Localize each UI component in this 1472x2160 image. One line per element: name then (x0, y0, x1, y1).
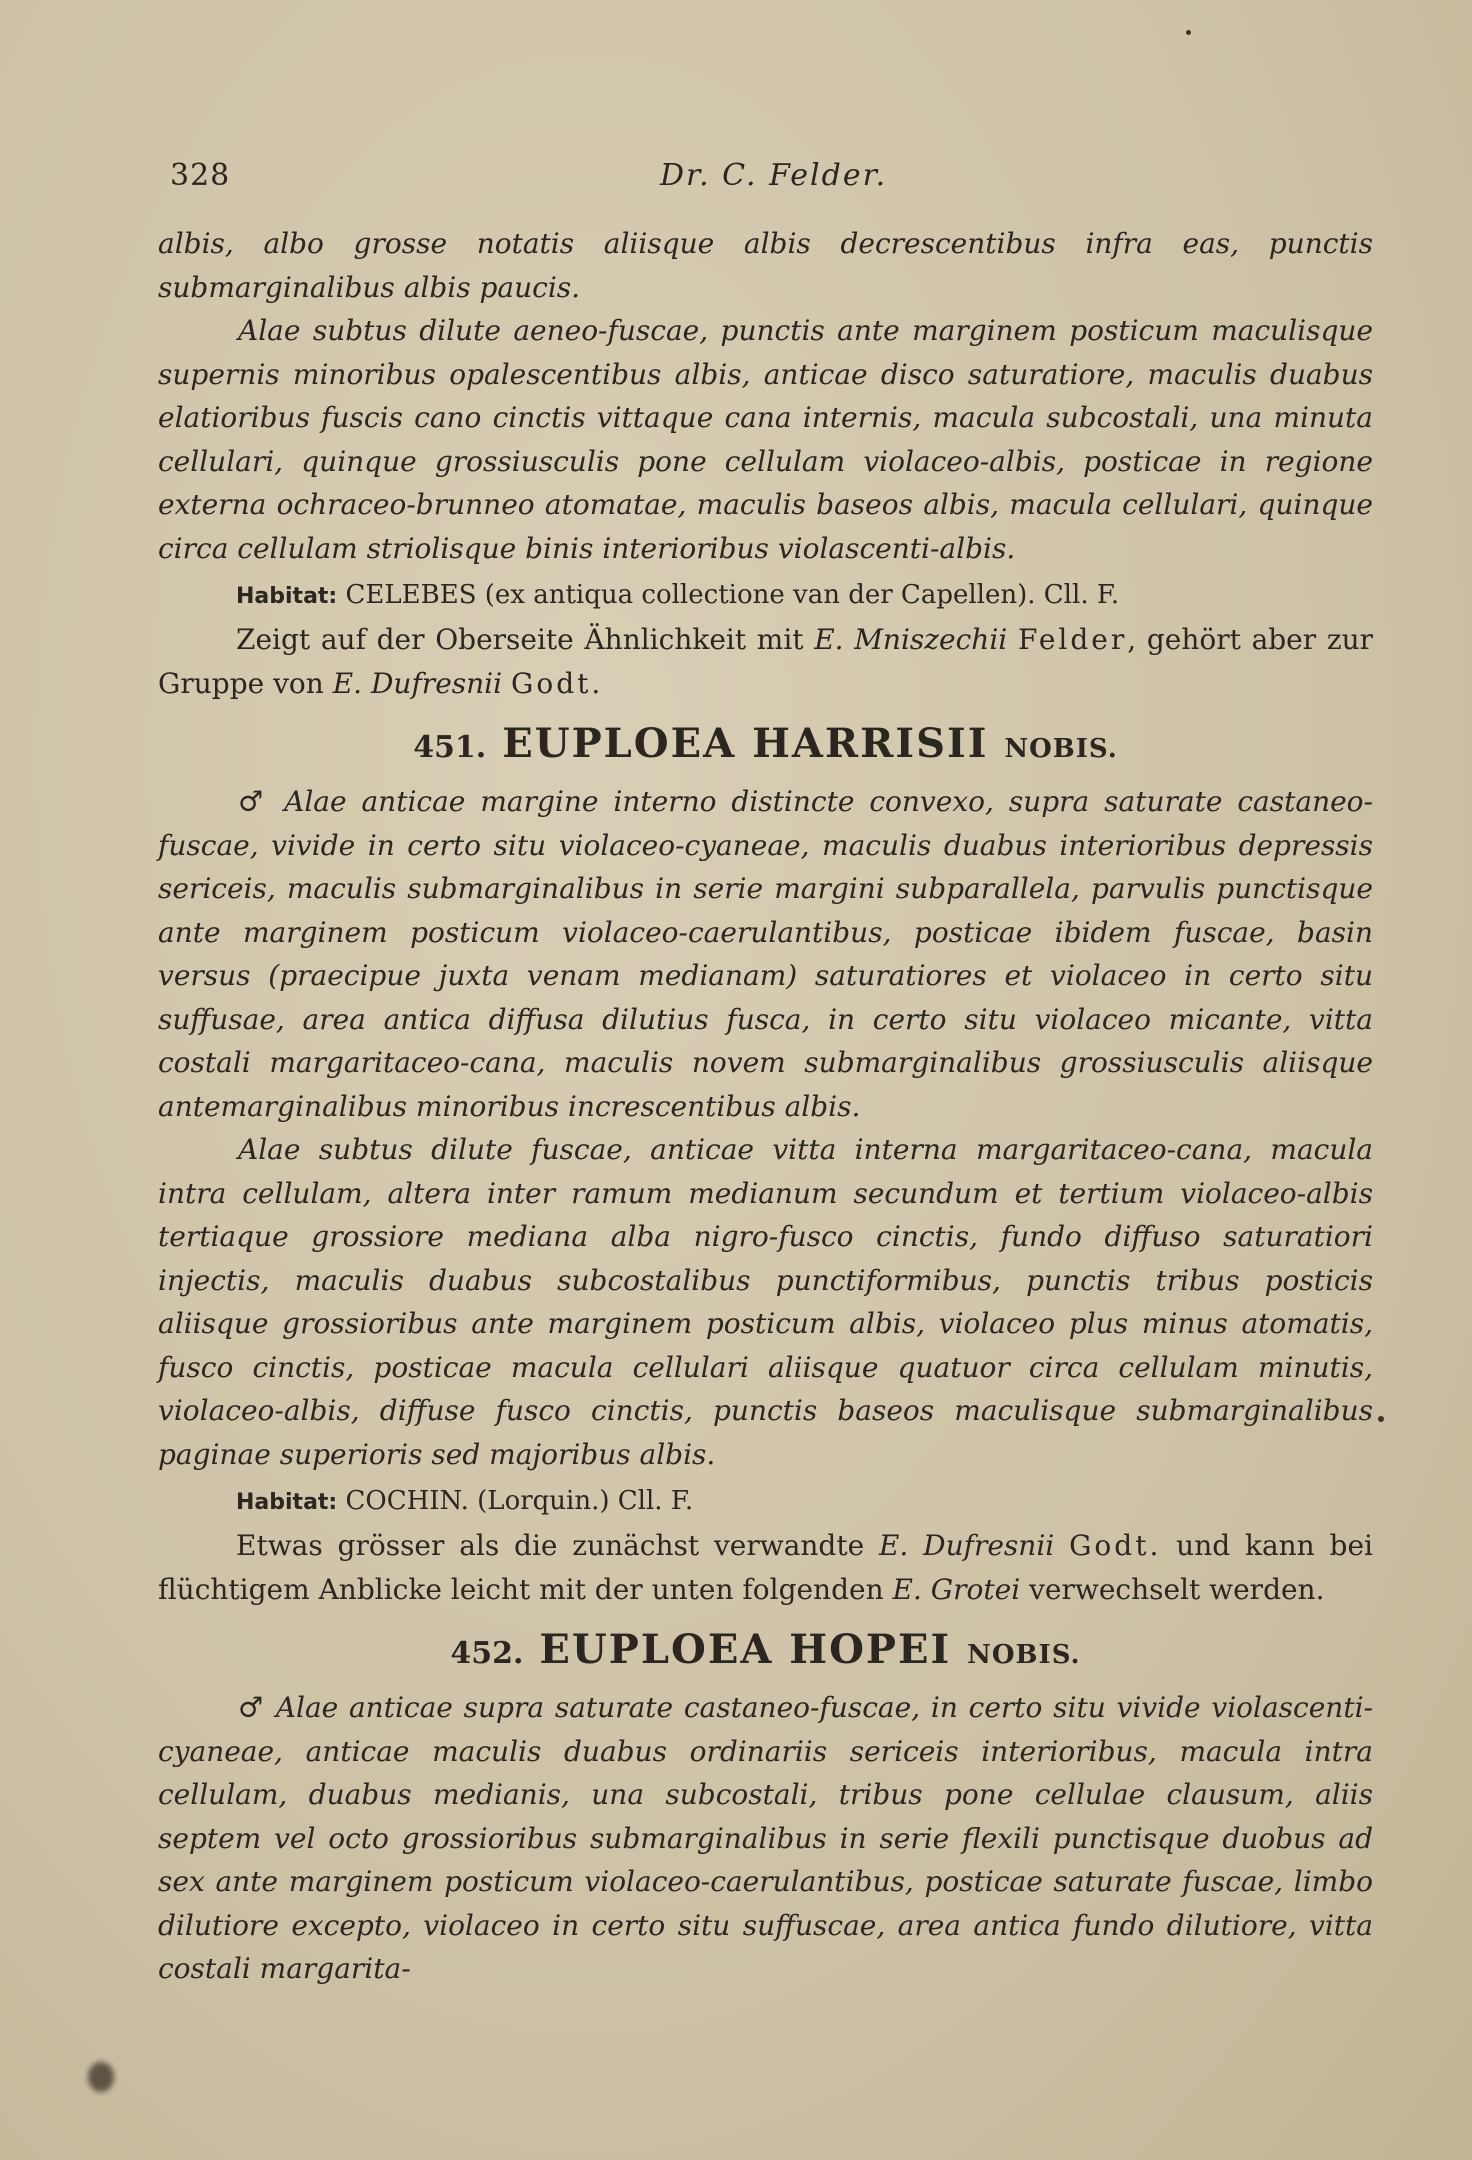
paragraph-harrisii-upperside: ♂ Alae anticae margine interno distincte convexo, supra saturate castaneo-fuscae, vivide in certo situ violaceo-cyaneae, maculis duabus interioribus depressis sericeis, maculis submarginalibus in serie margini subparallela, parvulis punctisque ante marginem posticum violaceo-caerulantibus, posticae ibidem fuscae, basin versus (praecipue juxta venam medianam) saturatiores et violaceo in certo situ suffusae, area antica diffusa dilutius fusca, in certo situ violaceo micante, vitta costali margaritaceo-cana, maculis novem submarginalibus grossiusculis aliisque antemarginalibus minoribus increscentibus albis. (158, 785, 1373, 1123)
habitat-line-cochin (158, 1480, 1373, 1524)
paragraph-underside-description: Alae subtus dilute aeneo-fuscae, punctis ante marginem posticum maculisque supernis minoribus opalescentibus albis, anticae disco saturatiore, maculis duabus elatioribus fuscis cano cinctis vittaque cana internis, macula subcostali, una minuta cellulari, quinque grossiusculis pone cellulam violaceo-albis, posticae in regione externa ochraceo-brunneo atomatae, maculis baseos albis, macula cellulari, quinque circa cellulam striolisque binis interioribus violascenti-albis. (158, 314, 1373, 565)
species-name: E. Dufresnii (332, 666, 503, 700)
note-text: . (591, 666, 601, 700)
species-name: E. Dufresnii (878, 1529, 1055, 1562)
note-paragraph-1 (158, 618, 1373, 705)
species-number: 451. (413, 730, 487, 765)
species-heading-452 (158, 1625, 1373, 1680)
habitat-label: Habitat: (236, 584, 338, 609)
main-text (158, 222, 1373, 1991)
note-text: Zeigt auf der Oberseite Ähnlichkeit mit (236, 623, 815, 656)
species-title: EUPLOEA HOPEI (539, 1626, 952, 1673)
habitat-text: COCHIN. (Lorquin.) Cll. F. (345, 1486, 694, 1516)
author-name: Godt. (1069, 1529, 1162, 1562)
species-authority: NOBIS. (967, 1640, 1081, 1670)
running-head: Dr. C. Felder. (660, 158, 888, 193)
ink-spot (1186, 30, 1191, 35)
species-heading-451 (158, 719, 1373, 774)
paragraph-harrisii-underside: Alae subtus dilute fuscae, anticae vitta interna margaritaceo-cana, macula intra cellulam, altera inter ramum medianum secundum et tertium violaceo-albis tertiaque grossiore mediana alba nigro-fusco cinctis, fundo diffuso saturatiori injectis, maculis duabus subcostalibus punctiformibus, punctis tribus posticis aliisque grossioribus ante marginem posticum albis, violaceo plus minus atomatis, fusco cinctis, posticae macula cellulari aliisque quatuor circa cellulam minutis, violaceo-albis, diffuse fusco cinctis, punctis baseos maculisque submarginalibus paginae superioris sed majoribus albis. (158, 1133, 1373, 1471)
author-name: Felder (1017, 623, 1128, 656)
note-text: verwechselt werden. (1020, 1572, 1325, 1606)
ink-spot (88, 2062, 114, 2092)
habitat-label: Habitat: (236, 1490, 338, 1515)
note-paragraph-2 (158, 1524, 1373, 1611)
species-name: E. Mniszechii (814, 623, 1008, 656)
page-header (170, 158, 1382, 198)
paragraph-continuation: albis, albo grosse notatis aliisque albis decrescentibus infra eas, punctis submarginalibus albis paucis. (158, 227, 1373, 304)
habitat-text: CELEBES (ex antiqua collectione van der Capellen). Cll. F. (345, 580, 1120, 610)
species-authority: NOBIS. (1004, 734, 1118, 764)
species-title: EUPLOEA HARRISII (502, 720, 989, 767)
author-name: Godt (510, 666, 592, 700)
note-text: , gehört aber zur Gruppe von (158, 623, 1374, 700)
page-number: 328 (170, 158, 231, 193)
note-text: Etwas grösser als die zunächst verwandte (236, 1529, 879, 1562)
note-text: und kann bei flüchtigem Anblicke leicht mit der unten folgenden (158, 1529, 1373, 1606)
habitat-line-celebes (158, 574, 1373, 618)
ink-spot (1378, 1416, 1384, 1422)
species-number: 452. (450, 1636, 524, 1671)
paragraph-hopei-upperside: ♂ Alae anticae supra saturate castaneo-fuscae, in certo situ vivide violascenti-cyaneae, anticae maculis duabus ordinariis sericeis interioribus, macula intra cellulam, duabus medianis, una subcostali, tribus pone cellulae clausum, aliis septem vel octo grossioribus submarginalibus in serie flexili punctisque duobus ad sex ante marginem posticum violaceo-caerulantibus, posticae saturate fuscae, limbo dilutiore excepto, violaceo in certo situ suffuscae, area antica fundo dilutiore, vitta costali margarita- (158, 1691, 1373, 1985)
species-name: E. Grotei (892, 1572, 1021, 1606)
